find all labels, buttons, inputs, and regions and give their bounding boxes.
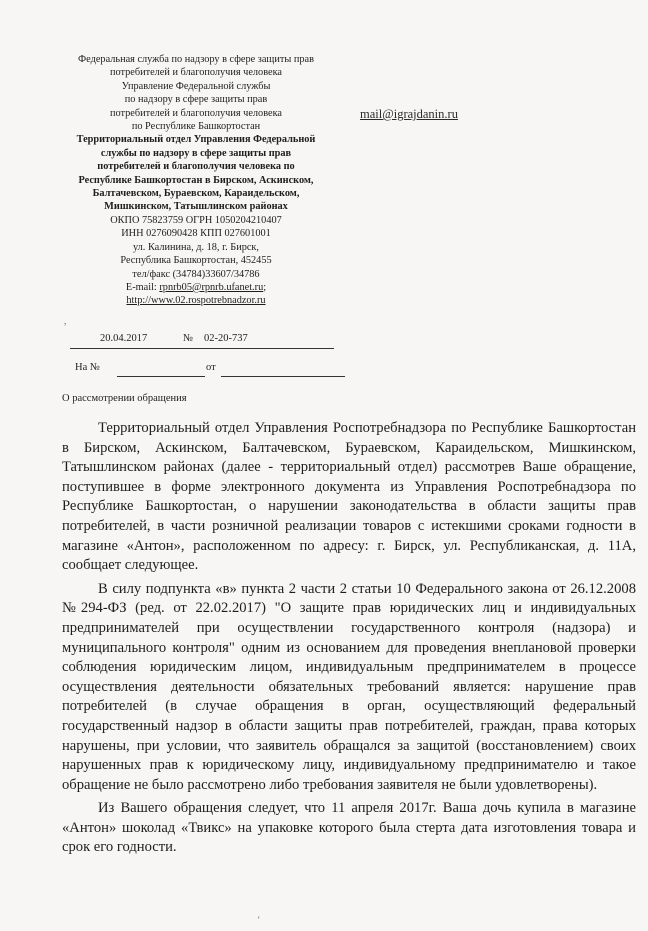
registration-row bbox=[70, 333, 334, 349]
sender-header-line: Республика Башкортостан, 452455 bbox=[120, 255, 272, 267]
sender-header-line: Мишкинском, Татышлинском районах bbox=[104, 201, 288, 213]
reference-number-blank bbox=[117, 376, 205, 377]
sender-header-line: по надзору в сфере защиты прав bbox=[124, 94, 268, 106]
scan-speck: ' bbox=[258, 915, 260, 925]
sender-header-line: Балтачевском, Бураевском, Караидельском, bbox=[92, 188, 300, 200]
sender-header-line: Федеральная служба по надзору в сфере защиты прав bbox=[78, 54, 314, 65]
scan-speck: , bbox=[64, 316, 67, 326]
letter-subject: О рассмотрении обращения bbox=[62, 393, 187, 404]
sender-header-line: Республике Башкортостан в Бирском, Аскинском, bbox=[78, 174, 314, 186]
reference-row bbox=[75, 362, 345, 378]
sender-header bbox=[58, 53, 334, 308]
sender-header-line: Управление Федеральной службы bbox=[121, 80, 271, 92]
sender-header-line: Территориальный отдел Управления Федеральной bbox=[76, 134, 316, 146]
reference-date-label: от bbox=[206, 362, 216, 373]
sender-header-line: ИНН 0276090428 КПП 027601001 bbox=[121, 228, 271, 240]
body-paragraph-3: Из Вашего обращения следует, что 11 апреля 2017г. Ваша дочь купила в магазине «Антон» шоколад «Твикс» на упаковке которого была стерта дата изготовления товара и срок его годности. bbox=[62, 800, 636, 856]
registration-number: 02-20-737 bbox=[204, 333, 248, 344]
sender-header-line: потребителей и благополучия человека по bbox=[97, 161, 295, 173]
sender-details bbox=[58, 53, 334, 281]
sender-header-line: потребителей и благополучия человека bbox=[109, 67, 282, 79]
sender-header-line: по Республике Башкортостан bbox=[131, 121, 261, 133]
sender-website-link[interactable]: http://www.02.rospotrebnadzor.ru bbox=[126, 295, 266, 307]
registration-number-symbol: № bbox=[183, 333, 194, 344]
body-paragraph-1: Территориальный отдел Управления Роспотребнадзора по Республике Башкортостан в Бирском, Аскинском, Балтачевском, Бураевском, Караидельском, Мишкинском, Татышлинском районах (далее - территориальный отдел) рассмотрев Ваше обращение, поступившее в форме электронного документа из Управления Роспотребнадзора по Республике Башкортостан, о нарушении законодательства в области защиты прав потребителей, в части розничной реализации товаров с истекшими сроками годности в магазине «Антон», расположенном по адресу: г. Бирск, ул. Республиканская, д. 11А, сообщает следующее. bbox=[62, 420, 636, 574]
sender-header-line: службы по надзору в сфере защиты прав bbox=[100, 147, 292, 159]
sender-email-link[interactable]: rpnrb05@rpnrb.ufanet.ru bbox=[159, 281, 264, 293]
sender-website-line bbox=[58, 294, 334, 307]
sender-header-line: ОКПО 75823759 ОГРН 1050204210407 bbox=[110, 214, 282, 226]
sender-header-line: потребителей и благополучия человека bbox=[109, 107, 282, 119]
sender-header-line: тел/факс (34784)33607/34786 bbox=[132, 268, 260, 280]
reference-number-label: На № bbox=[75, 362, 100, 373]
sender-header-line: ул. Калинина, д. 18, г. Бирск, bbox=[132, 241, 260, 253]
email-label: E-mail: bbox=[125, 281, 160, 293]
registration-date: 20.04.2017 bbox=[100, 333, 148, 344]
registration-underline bbox=[70, 348, 334, 349]
reference-date-blank bbox=[221, 376, 345, 377]
email-suffix: ; bbox=[263, 281, 267, 293]
letter-body bbox=[62, 419, 636, 862]
body-paragraph-2: В силу подпункта «в» пункта 2 части 2 статьи 10 Федерального закона от 26.12.2008 №294-ФЗ (ред. от 22.02.2017) "О защите прав юридических лиц и индивидуальных предпринимателей при осуществлении государственного контроля (надзора) и муниципального контроля" одним из основанием для проведения внеплановой проверки соблюдения юридическим лицом, индивидуальным предпринимателем в процессе осуществления деятельности обязательных требований является: нарушение прав потребителей (в случае обращения в орган, осуществляющий федеральный государственный надзор в области защиты прав потребителей, граждан, права которых нарушены, при условии, что заявитель обращался за защитой (восстановлением) своих нарушенных прав к юридическому лицу, индивидуальному предпринимателю и такое обращение не было рассмотрено либо требования заявителя не были удовлетворены). bbox=[62, 580, 636, 793]
recipient-email[interactable]: mail@igrajdanin.ru bbox=[360, 107, 458, 121]
sender-email-line bbox=[58, 281, 334, 294]
